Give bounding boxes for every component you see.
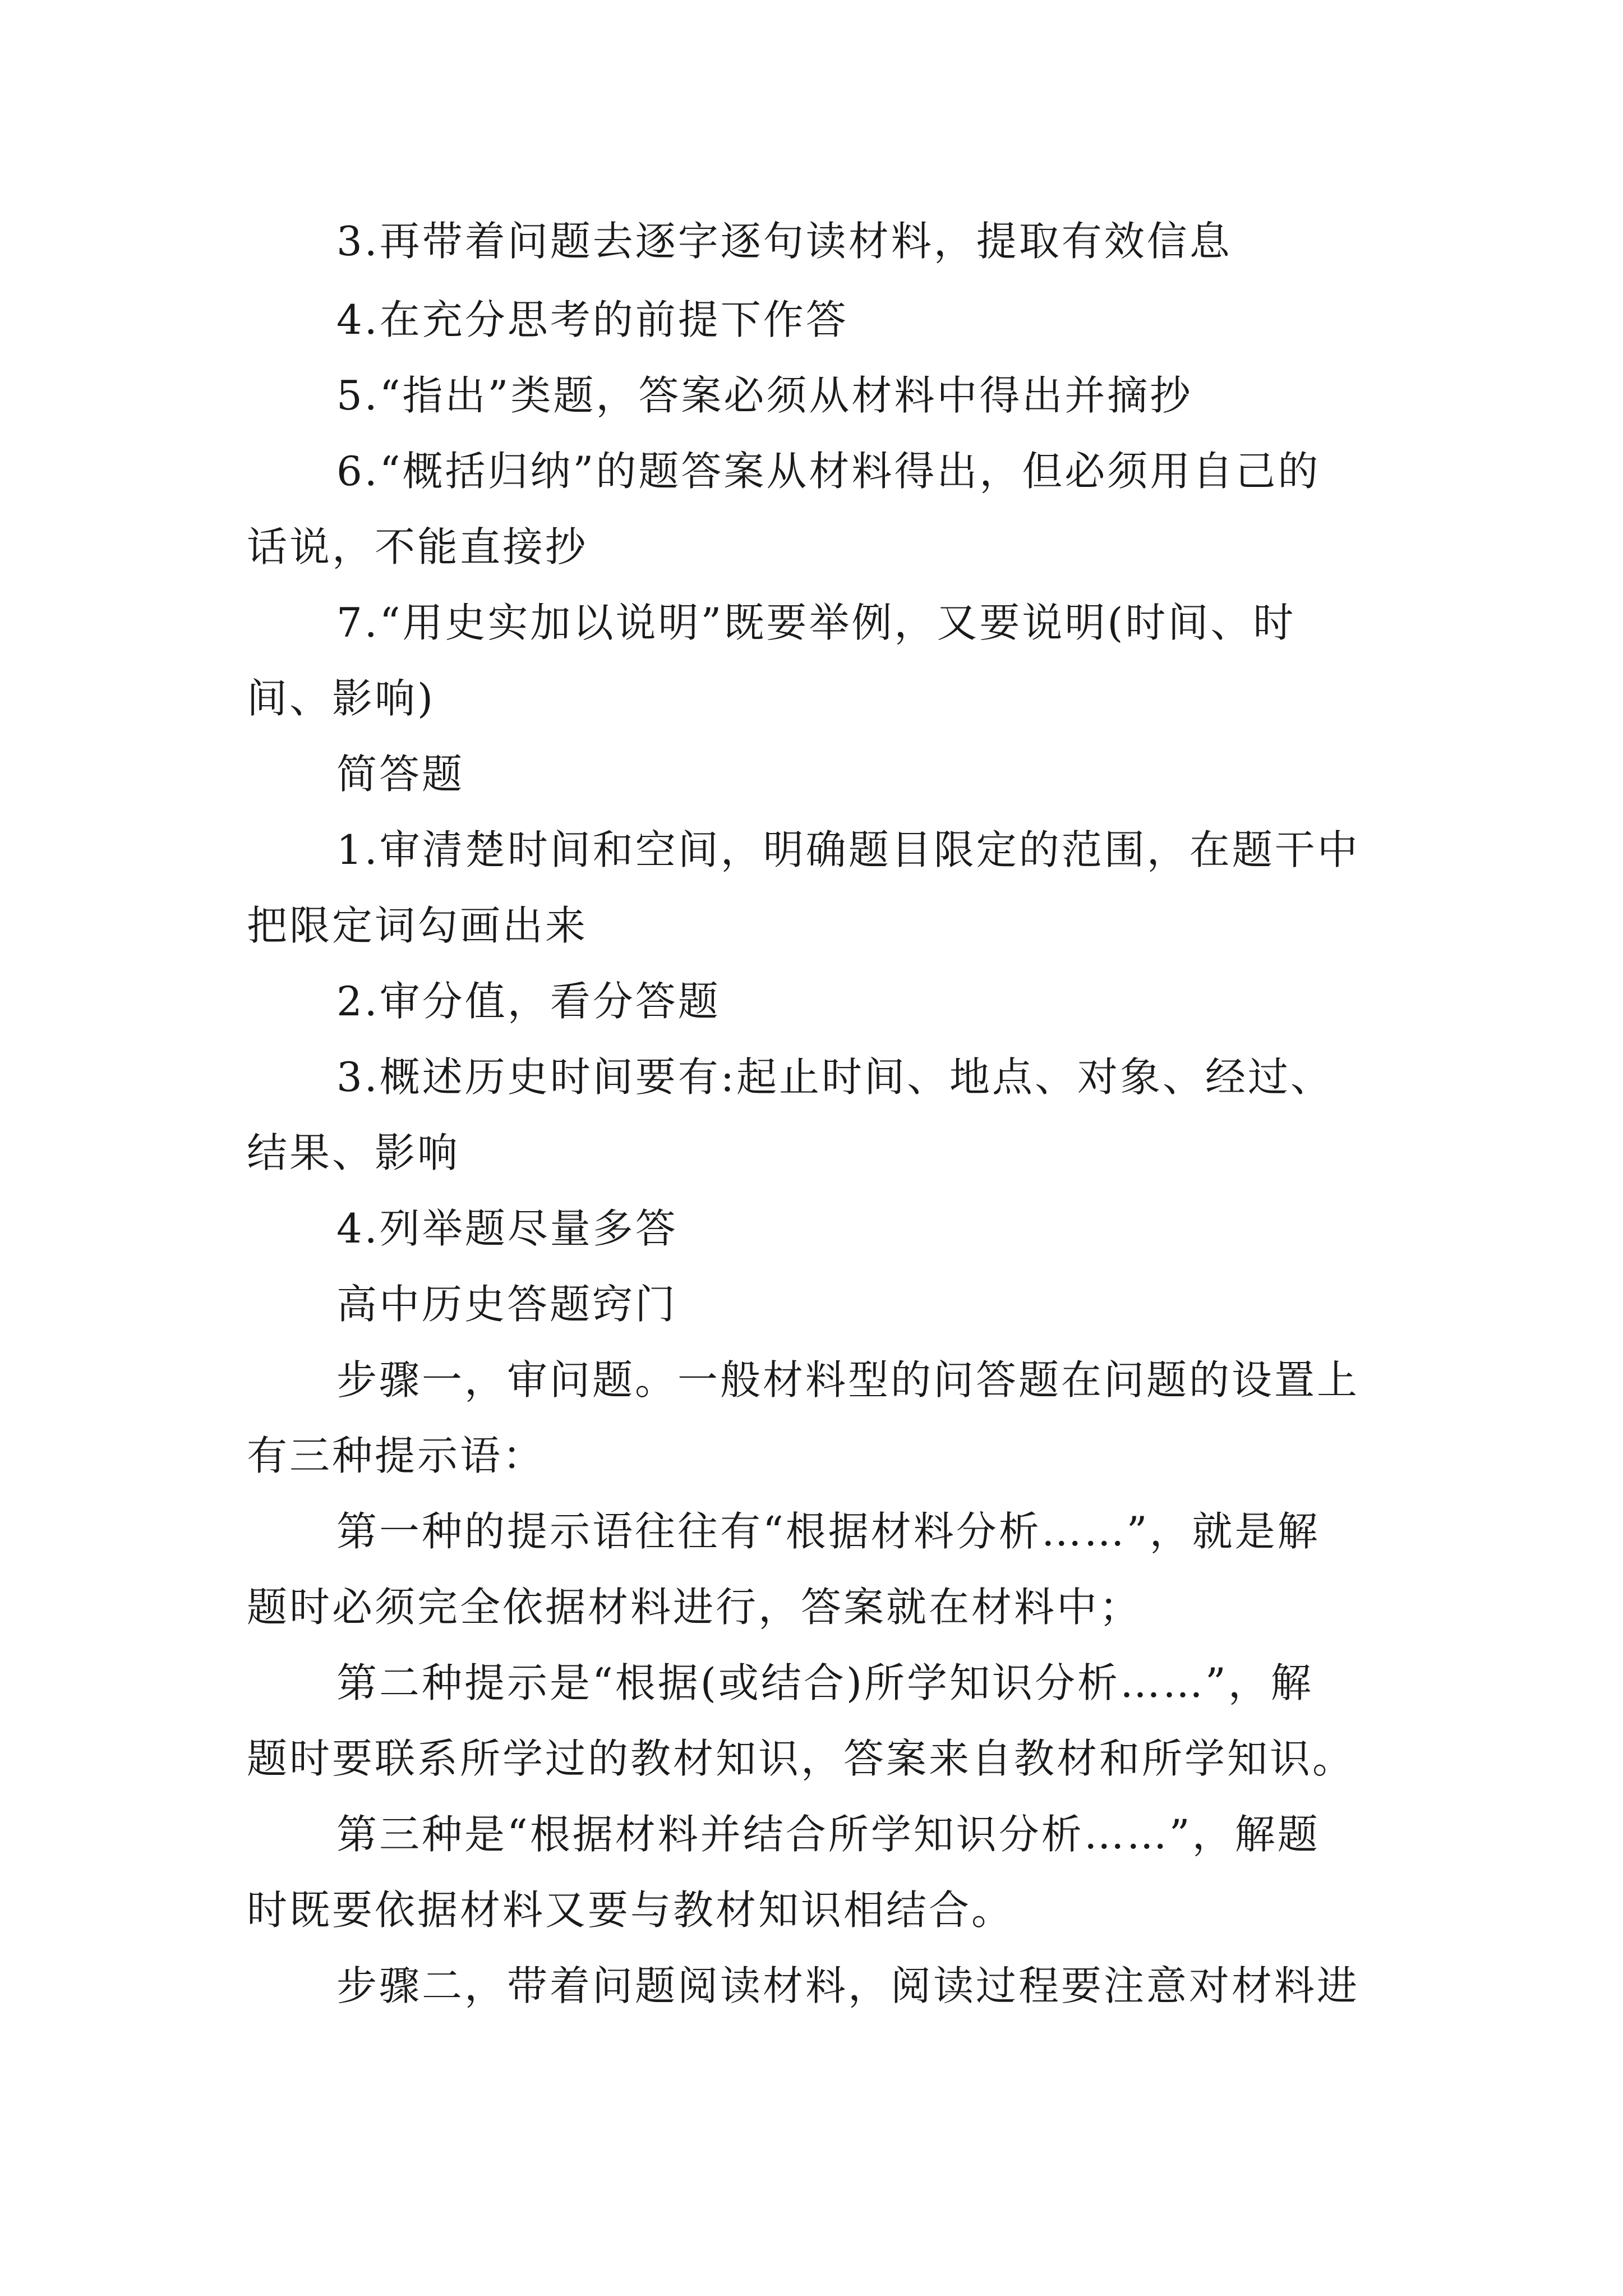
paragraph-line: 7.“用史实加以说明”既要举例，又要说明(时间、时: [336, 599, 1296, 646]
paragraph-line: 步骤二，带着问题阅读材料，阅读过程要注意对材料进: [336, 1962, 1360, 2009]
paragraph-line: 2.审分值，看分答题: [336, 978, 721, 1025]
section-heading: 简答题: [336, 751, 465, 798]
paragraph-line: 1.审清楚时间和空间，明确题目限定的范围，在题干中: [336, 826, 1360, 873]
section-heading: 高中历史答题窍门: [336, 1281, 678, 1328]
paragraph-line: 题时必须完全依据材料进行，答案就在材料中；: [247, 1584, 1142, 1631]
paragraph-line: 第三种是“根据材料并结合所学知识分析……”，解题: [336, 1811, 1320, 1858]
paragraph-line: 5.“指出”类题，答案必须从材料中得出并摘抄: [336, 372, 1193, 419]
paragraph-line: 3.概述历史时间要有:起止时间、地点、对象、经过、: [336, 1053, 1333, 1101]
paragraph-line: 时既要依据材料又要与教材知识相结合。: [247, 1887, 1015, 1934]
paragraph-line: 6.“概括归纳”的题答案从材料得出，但必须用自己的: [336, 448, 1321, 495]
paragraph-line: 题时要联系所学过的教材知识，答案来自教材和所学知识。: [247, 1735, 1355, 1782]
paragraph-line: 第二种提示是“根据(或结合)所学知识分析……”，解: [336, 1659, 1313, 1706]
paragraph-line: 4.在充分思考的前提下作答: [336, 296, 849, 343]
paragraph-line: 步骤一，审问题。一般材料型的问答题在问题的设置上: [336, 1356, 1360, 1404]
paragraph-line: 间、影响): [247, 675, 436, 722]
paragraph-line: 有三种提示语：: [247, 1432, 546, 1479]
paragraph-line: 4.列举题尽量多答: [336, 1205, 678, 1252]
paragraph-line: 结果、影响: [247, 1129, 460, 1176]
paragraph-line: 第一种的提示语往往有“根据材料分析……”，就是解: [336, 1508, 1320, 1555]
paragraph-line: 3.再带着问题去逐字逐句读材料，提取有效信息: [336, 218, 1232, 265]
paragraph-line: 把限定词勾画出来: [247, 902, 588, 949]
paragraph-line: 话说，不能直接抄: [247, 523, 588, 570]
